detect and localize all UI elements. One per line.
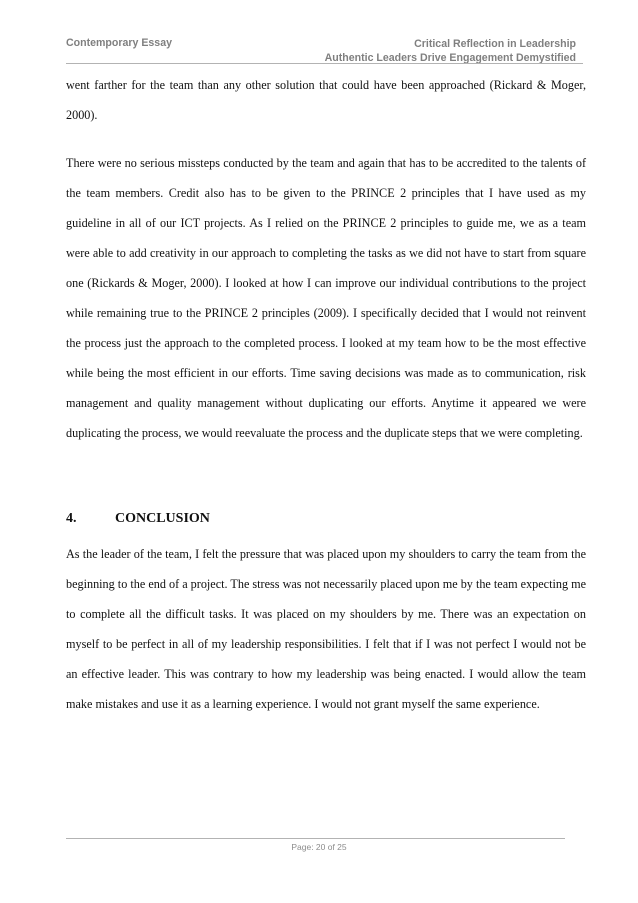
section-title: CONCLUSION bbox=[115, 511, 210, 526]
footer-divider bbox=[66, 838, 565, 839]
header-right-line1: Critical Reflection in Leadership bbox=[414, 38, 576, 50]
header-right-line2: Authentic Leaders Drive Engagement Demystified bbox=[324, 52, 576, 64]
header-right-titles bbox=[325, 37, 576, 65]
section-number: 4. bbox=[66, 511, 77, 526]
body-paragraph-2: There were no serious missteps conducted by the team and again that has to be accredited to the talents of the team members. Credit also has to be given to the PRINCE 2 principles that I have used as my guideline in all of our ICT projects. As I relied on the PRINCE 2 principles to guide me, we as a team were able to add creativity in our approach to completing the tasks as we did not have to start from square one (Rickards & Moger, 2000). I looked at how I can improve our individual contributions to the project while remaining true to the PRINCE 2 principles (2009). I specifically decided that I would not reinvent the process just the approach to the completed process. I looked at my team how to be the most effective while being the most efficient in our efforts. Time saving decisions was made as to communication, risk management and quality management without duplicating our efforts. Anytime it appeared we were duplicating the process, we would reevaluate the process and the duplicate steps that we were completing. bbox=[66, 156, 586, 440]
header-left-title: Contemporary Essay bbox=[66, 37, 172, 49]
body-paragraph-3: As the leader of the team, I felt the pressure that was placed upon my shoulders to carry the team from the beginning to the end of a project. The stress was not necessarily placed upon me by the team expecting me to complete all the difficult tasks. It was placed on my shoulders by me. There was an expectation on myself to be perfect in all of my leadership responsibilities. I felt that if I was not perfect I would not be an effective leader. This was contrary to how my leadership was being enacted. I would allow the team make mistakes and use it as a learning experience. I would not grant myself the same experience. bbox=[66, 547, 586, 711]
section-heading bbox=[66, 511, 210, 527]
body-paragraph-1: went farther for the team than any other solution that could have been approached (Rickard & Moger, 2000). bbox=[66, 78, 586, 122]
header-divider bbox=[66, 63, 583, 64]
page-number: Page: 20 of 25 bbox=[291, 842, 347, 852]
